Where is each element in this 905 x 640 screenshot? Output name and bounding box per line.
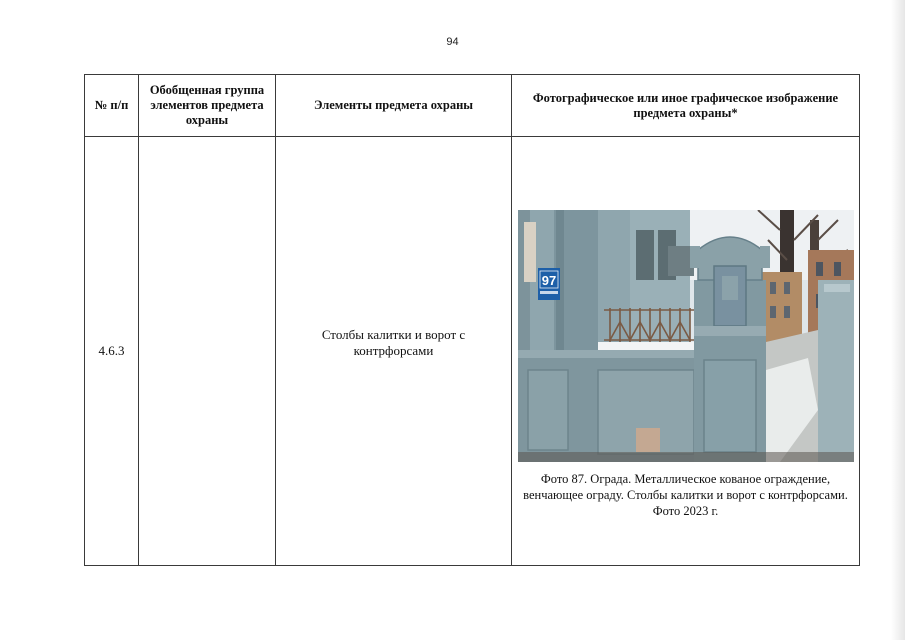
fence-photo-graphic [518, 210, 854, 462]
header-group: Обобщенная группа элементов предмета охраны [139, 75, 276, 137]
protection-subject-table [84, 74, 860, 566]
header-num: № п/п [85, 75, 139, 137]
row-elements-text: Столбы калитки и ворот с контрфорсами [321, 327, 466, 358]
header-photo: Фотографическое или иное графическое изображение предмета охраны* [512, 75, 860, 137]
fence-photo [518, 210, 854, 462]
table-header-row [85, 75, 860, 137]
row-elements [276, 137, 512, 566]
row-group [139, 137, 276, 566]
row-photo-cell [512, 137, 860, 566]
row-num: 4.6.3 [85, 137, 139, 566]
header-elements: Элементы предмета охраны [276, 75, 512, 137]
table-row [85, 137, 860, 566]
house-number-sign: 97 [541, 273, 557, 288]
photo-caption: Фото 87. Ограда. Металлическое кованое ограждение, венчающее ограду. Столбы калитки и ворот с контрфорсами. Фото 2023 г. [523, 472, 848, 518]
scan-edge-shadow [891, 0, 905, 640]
page-number: 94 [446, 36, 459, 48]
